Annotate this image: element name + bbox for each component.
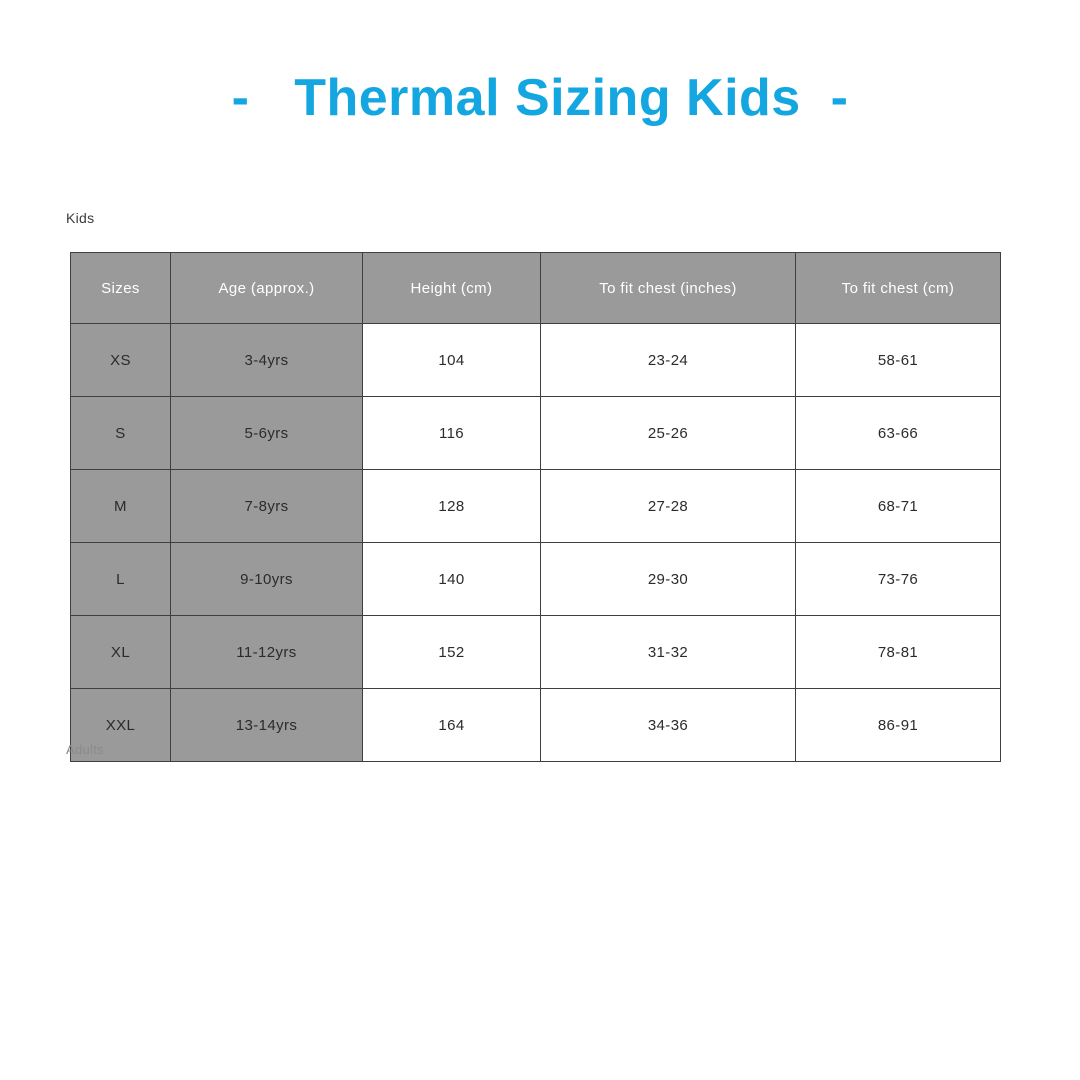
cell-chest-inches: 34-36 xyxy=(541,689,796,762)
cell-chest-cm: 68-71 xyxy=(796,470,1001,543)
cell-chest-inches: 29-30 xyxy=(541,543,796,616)
cell-age: 11-12yrs xyxy=(171,616,363,689)
column-header-chest-inches: To fit chest (inches) xyxy=(541,253,796,324)
cell-size: XXL xyxy=(71,689,171,762)
cell-height-cm: 140 xyxy=(363,543,541,616)
column-header-age: Age (approx.) xyxy=(171,253,363,324)
table-header xyxy=(71,253,1001,324)
cell-size: S xyxy=(71,397,171,470)
cell-chest-cm: 58-61 xyxy=(796,324,1001,397)
table-row xyxy=(71,397,1001,470)
cell-chest-cm: 73-76 xyxy=(796,543,1001,616)
cell-height-cm: 128 xyxy=(363,470,541,543)
table-row xyxy=(71,543,1001,616)
table-caption-adults: Adults xyxy=(66,742,104,754)
cell-chest-cm: 63-66 xyxy=(796,397,1001,470)
cell-chest-inches: 31-32 xyxy=(541,616,796,689)
table-body xyxy=(71,324,1001,762)
cell-age: 7-8yrs xyxy=(171,470,363,543)
cell-chest-inches: 23-24 xyxy=(541,324,796,397)
table-row xyxy=(71,616,1001,689)
cell-chest-inches: 27-28 xyxy=(541,470,796,543)
size-chart-table xyxy=(70,252,1001,762)
cell-size: L xyxy=(71,543,171,616)
column-header-height-cm: Height (cm) xyxy=(363,253,541,324)
cell-age: 5-6yrs xyxy=(171,397,363,470)
cell-height-cm: 116 xyxy=(363,397,541,470)
page-title: - Thermal Sizing Kids - xyxy=(231,69,849,127)
cell-age: 9-10yrs xyxy=(171,543,363,616)
table-row xyxy=(71,689,1001,762)
cell-height-cm: 152 xyxy=(363,616,541,689)
cell-height-cm: 104 xyxy=(363,324,541,397)
cell-size: M xyxy=(71,470,171,543)
cell-height-cm: 164 xyxy=(363,689,541,762)
cell-chest-inches: 25-26 xyxy=(541,397,796,470)
cell-age: 3-4yrs xyxy=(171,324,363,397)
table-header-row xyxy=(71,253,1001,324)
column-header-chest-cm: To fit chest (cm) xyxy=(796,253,1001,324)
cell-chest-cm: 86-91 xyxy=(796,689,1001,762)
table-row xyxy=(71,470,1001,543)
table-caption-kids: Kids xyxy=(66,210,95,226)
cell-age: 13-14yrs xyxy=(171,689,363,762)
cell-chest-cm: 78-81 xyxy=(796,616,1001,689)
cell-size: XS xyxy=(71,324,171,397)
column-header-sizes: Sizes xyxy=(71,253,171,324)
cell-size: XL xyxy=(71,616,171,689)
table-row xyxy=(71,324,1001,397)
